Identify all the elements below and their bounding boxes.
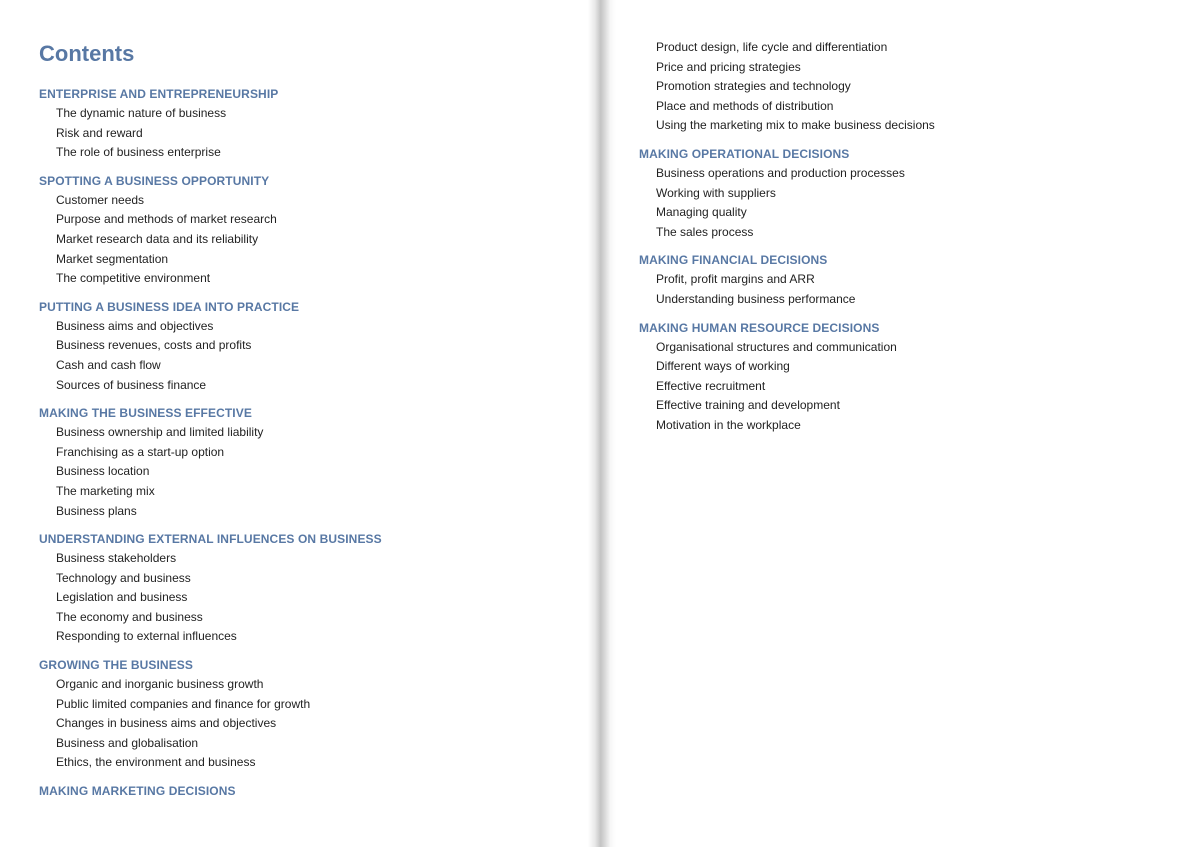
toc-entry[interactable]: Business location [56, 464, 150, 479]
toc-entry[interactable]: Cash and cash flow [56, 357, 161, 372]
toc-entry[interactable]: Sources of business finance [56, 377, 207, 392]
toc-entry[interactable]: Effective training and development [656, 398, 840, 413]
toc-section [639, 144, 1179, 242]
toc-entry[interactable]: Organic and inorganic business growth [56, 677, 264, 692]
toc-entry[interactable]: The economy and business [56, 609, 203, 624]
toc-section [39, 781, 579, 801]
toc-entry[interactable]: Working with suppliers [656, 185, 776, 200]
toc-section [39, 297, 579, 395]
toc-entry[interactable]: Understanding business performance [656, 291, 856, 306]
toc-entry[interactable]: Risk and reward [56, 125, 143, 140]
toc-entry[interactable]: Using the marketing mix to make business decisions [656, 118, 935, 133]
toc-entry[interactable]: Business and globalisation [56, 735, 199, 750]
section-heading-making-the-business-effective[interactable]: MAKING THE BUSINESS EFFECTIVE [39, 406, 252, 421]
toc-entry[interactable]: Changes in business aims and objectives [56, 716, 277, 731]
toc-entry[interactable]: Managing quality [656, 205, 747, 220]
toc-entry[interactable]: Organisational structures and communication [656, 339, 897, 354]
toc-entry[interactable]: Franchising as a start-up option [56, 444, 225, 459]
toc-entry[interactable]: The role of business enterprise [56, 145, 221, 160]
toc-entry[interactable]: Different ways of working [656, 359, 790, 374]
toc-entry[interactable]: Public limited companies and finance for growth [56, 696, 311, 711]
toc-entry[interactable]: Market segmentation [56, 251, 169, 266]
page-title: Contents [39, 41, 135, 66]
toc-right-column [639, 37, 1179, 436]
toc-entry[interactable]: Business plans [56, 503, 137, 518]
toc-entry[interactable]: The dynamic nature of business [56, 106, 227, 120]
toc-entry[interactable]: Product design, life cycle and differentiation [656, 40, 888, 54]
toc-entry[interactable]: The competitive environment [56, 271, 211, 286]
toc-entry[interactable]: Place and methods of distribution [656, 98, 834, 113]
section-heading-making-financial-decisions[interactable]: MAKING FINANCIAL DECISIONS [639, 253, 828, 268]
toc-entry[interactable]: The sales process [656, 224, 754, 239]
section-heading-spotting-a-business-opportunity[interactable]: SPOTTING A BUSINESS OPPORTUNITY [39, 173, 270, 188]
toc-section [39, 655, 579, 773]
toc-left-column [39, 84, 579, 801]
toc-entry[interactable]: Ethics, the environment and business [56, 755, 256, 770]
toc-entry[interactable]: Business revenues, costs and profits [56, 338, 252, 353]
section-heading-making-marketing-decisions[interactable]: MAKING MARKETING DECISIONS [39, 784, 236, 799]
section-heading-putting-a-business-idea-into-practice[interactable]: PUTTING A BUSINESS IDEA INTO PRACTICE [39, 299, 300, 314]
book-gutter-shadow [588, 0, 616, 847]
toc-section [39, 403, 579, 521]
toc-entry[interactable]: Price and pricing strategies [656, 59, 801, 74]
section-heading-making-human-resource-decisions[interactable]: MAKING HUMAN RESOURCE DECISIONS [639, 320, 880, 335]
section-heading-enterprise-and-entrepreneurship[interactable]: ENTERPRISE AND ENTREPRENEURSHIP [39, 87, 279, 101]
toc-entry[interactable]: Promotion strategies and technology [656, 79, 851, 94]
toc-entry[interactable]: Purpose and methods of market research [56, 212, 277, 227]
toc-section [639, 318, 1179, 436]
toc-entry[interactable]: Effective recruitment [656, 378, 766, 393]
section-heading-growing-the-business[interactable]: GROWING THE BUSINESS [39, 658, 194, 673]
section-heading-understanding-external-influences-on-business[interactable]: UNDERSTANDING EXTERNAL INFLUENCES ON BUSINESS [39, 532, 382, 547]
toc-section [639, 250, 1179, 309]
toc-entry[interactable]: Business aims and objectives [56, 318, 214, 333]
toc-entry[interactable]: Business stakeholders [56, 551, 177, 566]
toc-section [39, 171, 579, 289]
toc-section [39, 529, 579, 647]
toc-entry[interactable]: Responding to external influences [56, 629, 237, 644]
toc-section [639, 38, 1179, 136]
toc-entry[interactable]: Business operations and production processes [656, 165, 905, 180]
toc-section [39, 84, 579, 163]
toc-entry[interactable]: Profit, profit margins and ARR [656, 272, 815, 287]
toc-entry[interactable]: Technology and business [56, 570, 191, 585]
toc-entry[interactable]: Customer needs [56, 192, 145, 207]
toc-entry[interactable]: Business ownership and limited liability [56, 425, 264, 440]
toc-entry[interactable]: Motivation in the workplace [656, 417, 801, 432]
section-heading-making-operational-decisions[interactable]: MAKING OPERATIONAL DECISIONS [639, 146, 850, 161]
toc-entry[interactable]: The marketing mix [56, 483, 155, 498]
toc-entry[interactable]: Market research data and its reliability [56, 231, 259, 246]
toc-entry[interactable]: Legislation and business [56, 590, 188, 605]
